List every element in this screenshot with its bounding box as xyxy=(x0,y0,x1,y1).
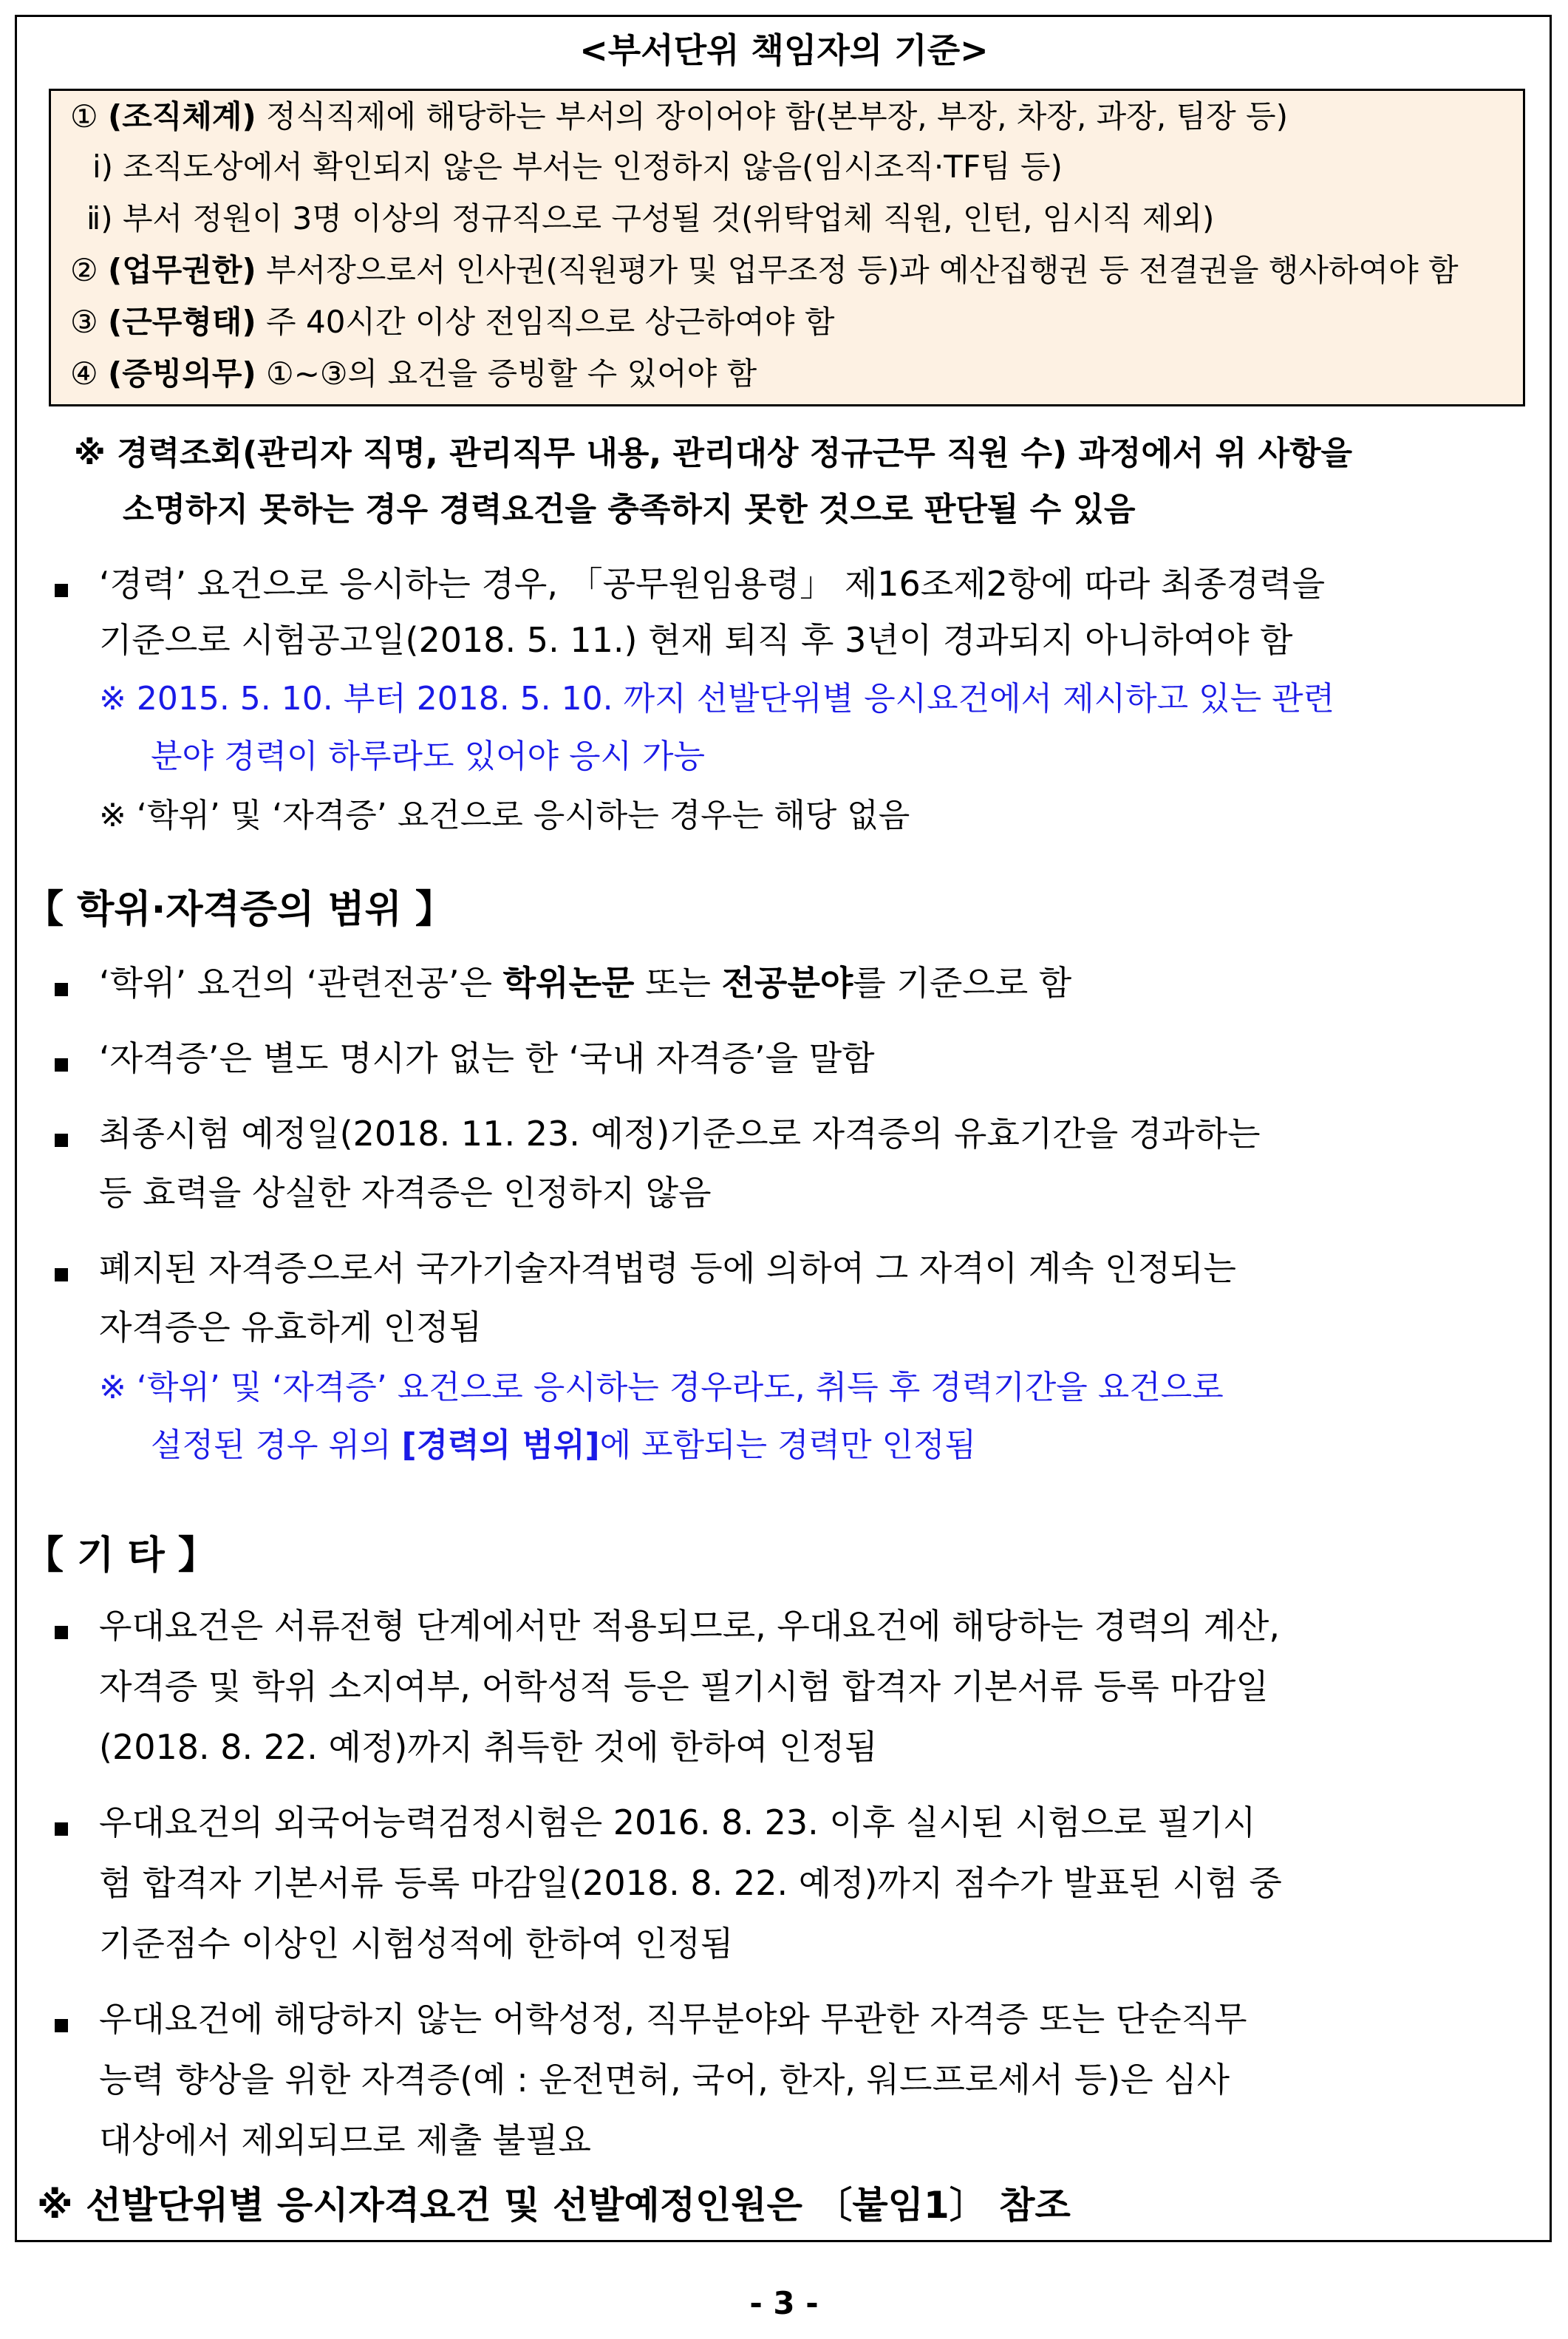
degree-bullet-line: ‘자격증’은 별도 명시가 없는 한 ‘국내 자격증’을 말함 xyxy=(99,1038,875,1078)
degree-bullet-line xyxy=(99,961,1071,1005)
item-text: ①~③의 요건을 증빙할 수 있어야 함 xyxy=(256,355,757,392)
text-run: 또는 xyxy=(634,963,722,1003)
degree-bullet-line: 자격증은 유효하게 인정됨 xyxy=(99,1307,483,1347)
criteria-title: <부서단위 책임자의 기준> xyxy=(579,30,989,70)
criteria-subitem xyxy=(92,147,1063,187)
etc-bullet-line: 대상에서 제외되므로 제출 불필요 xyxy=(99,2120,591,2160)
criteria-item xyxy=(70,97,1288,137)
final-note: ※ 선발단위별 응시자격요건 및 선발예정인원은 〔붙임1〕 참조 xyxy=(37,2184,1071,2227)
bullet-square xyxy=(55,1626,68,1639)
bullet-square xyxy=(55,584,68,597)
bold-run: 전공분야 xyxy=(721,963,853,1003)
bullet-square xyxy=(55,1822,68,1836)
item-text: ⅱ) 부서 정원이 3명 이상의 정규직으로 구성될 것(위탁업체 직원, 인턴, 임시직 제외) xyxy=(86,200,1215,236)
career-blue-note: ※ 2015. 5. 10. 부터 2018. 5. 10. 까지 선발단위별 응시요건에서 제시하고 있는 관련 xyxy=(99,680,1335,718)
bold-run: 학위논문 xyxy=(502,963,635,1003)
degree-bullet-line: 최종시험 예정일(2018. 11. 23. 예정)기준으로 자격증의 유효기간을 경과하는 xyxy=(99,1114,1261,1154)
item-label: (증빙의무) xyxy=(108,355,256,392)
career-note-line: ※ 경력조회(관리자 직명, 관리직무 내용, 관리대상 정규근무 직원 수) 과정에서 위 사항을 xyxy=(74,435,1353,472)
career-black-note: ※ ‘학위’ 및 ‘자격증’ 요건으로 응시하는 경우는 해당 없음 xyxy=(99,797,910,834)
criteria-subitem xyxy=(86,199,1214,239)
etc-bullet-line: 우대요건은 서류전형 단계에서만 적용되므로, 우대요건에 해당하는 경력의 계산, xyxy=(99,1606,1280,1646)
degree-bullet-line: 등 효력을 상실한 자격증은 인정하지 않음 xyxy=(99,1173,712,1213)
text-run: ‘학위’ 요건의 ‘관련전공’은 xyxy=(99,963,503,1003)
page-number: - 3 - xyxy=(749,2285,819,2321)
item-text: 부서장으로서 인사권(직원평가 및 업무조정 등)과 예산집행권 등 전결권을 행사하여야 함 xyxy=(256,252,1459,288)
bullet-square xyxy=(55,2019,68,2032)
item-text: ⅰ) 조직도상에서 확인되지 않은 부서는 인정하지 않음(임시조직·TF팀 등) xyxy=(92,149,1063,185)
bold-run: [경력의 범위] xyxy=(401,1426,600,1464)
item-label: (근무형태) xyxy=(108,304,256,340)
etc-bullet-line: 자격증 및 학위 소지여부, 어학성적 등은 필기시험 합격자 기본서류 등록 마감일 xyxy=(99,1666,1269,1706)
etc-bullet-line: 능력 향상을 위한 자격증(예 : 운전면허, 국어, 한자, 워드프로세서 등)은 심사 xyxy=(99,2060,1230,2100)
etc-bullet-line: 우대요건에 해당하지 않는 어학성정, 직무분야와 무관한 자격증 또는 단순직무 xyxy=(99,1999,1247,2039)
item-number: ① xyxy=(70,98,98,135)
career-note-line: 소명하지 못하는 경우 경력요건을 충족하지 못한 것으로 판단될 수 있음 xyxy=(123,491,1136,528)
item-text: 정식직제에 해당하는 부서의 장이어야 함(본부장, 부장, 차장, 과장, 팀장 등) xyxy=(256,98,1288,135)
career-bullet-line: 기준으로 시험공고일(2018. 5. 11.) 현재 퇴직 후 3년이 경과되지 아니하여야 함 xyxy=(99,620,1293,660)
item-number: ③ xyxy=(70,304,98,340)
item-number: ② xyxy=(70,252,98,288)
section-title-degree: 【 학위·자격증의 범위 】 xyxy=(25,888,454,932)
section-title-etc: 【 기 타 】 xyxy=(25,1533,217,1578)
degree-bullet-line: 폐지된 자격증으로서 국가기술자격법령 등에 의하여 그 자격이 계속 인정되는 xyxy=(99,1248,1236,1288)
item-text: 주 40시간 이상 전임직으로 상근하여야 함 xyxy=(256,304,835,340)
criteria-item xyxy=(70,354,757,394)
bullet-square xyxy=(55,1134,68,1147)
career-blue-note: 분야 경력이 하루라도 있어야 응시 가능 xyxy=(151,738,705,775)
bullet-square xyxy=(55,983,68,996)
etc-bullet-line: 우대요건의 외국어능력검정시험은 2016. 8. 23. 이후 실시된 시험으로 필기시 xyxy=(99,1802,1256,1842)
text-run: 에 포함되는 경력만 인정됨 xyxy=(599,1426,977,1464)
etc-bullet-line: (2018. 8. 22. 예정)까지 취득한 것에 한하여 인정됨 xyxy=(99,1727,878,1767)
bullet-square xyxy=(55,1268,68,1281)
degree-blue-note xyxy=(151,1423,976,1468)
text-run: 설정된 경우 위의 xyxy=(151,1426,402,1464)
criteria-box xyxy=(49,89,1525,406)
text-run: 를 기준으로 함 xyxy=(853,963,1072,1003)
career-bullet-line: ‘경력’ 요건으로 응시하는 경우, 「공무원임용령」 제16조제2항에 따라 최종경력을 xyxy=(99,564,1326,604)
criteria-item xyxy=(70,251,1459,290)
criteria-item xyxy=(70,302,834,342)
item-label: (조직체계) xyxy=(108,98,256,135)
item-label: (업무권한) xyxy=(108,252,256,288)
etc-bullet-line: 기준점수 이상인 시험성적에 한하여 인정됨 xyxy=(99,1924,734,1964)
bullet-square xyxy=(55,1058,68,1072)
etc-bullet-line: 험 합격자 기본서류 등록 마감일(2018. 8. 22. 예정)까지 점수가 발표된 시험 중 xyxy=(99,1863,1282,1903)
degree-blue-note: ※ ‘학위’ 및 ‘자격증’ 요건으로 응시하는 경우라도, 취득 후 경력기간을 요건으로 xyxy=(99,1369,1224,1406)
item-number: ④ xyxy=(70,355,98,392)
